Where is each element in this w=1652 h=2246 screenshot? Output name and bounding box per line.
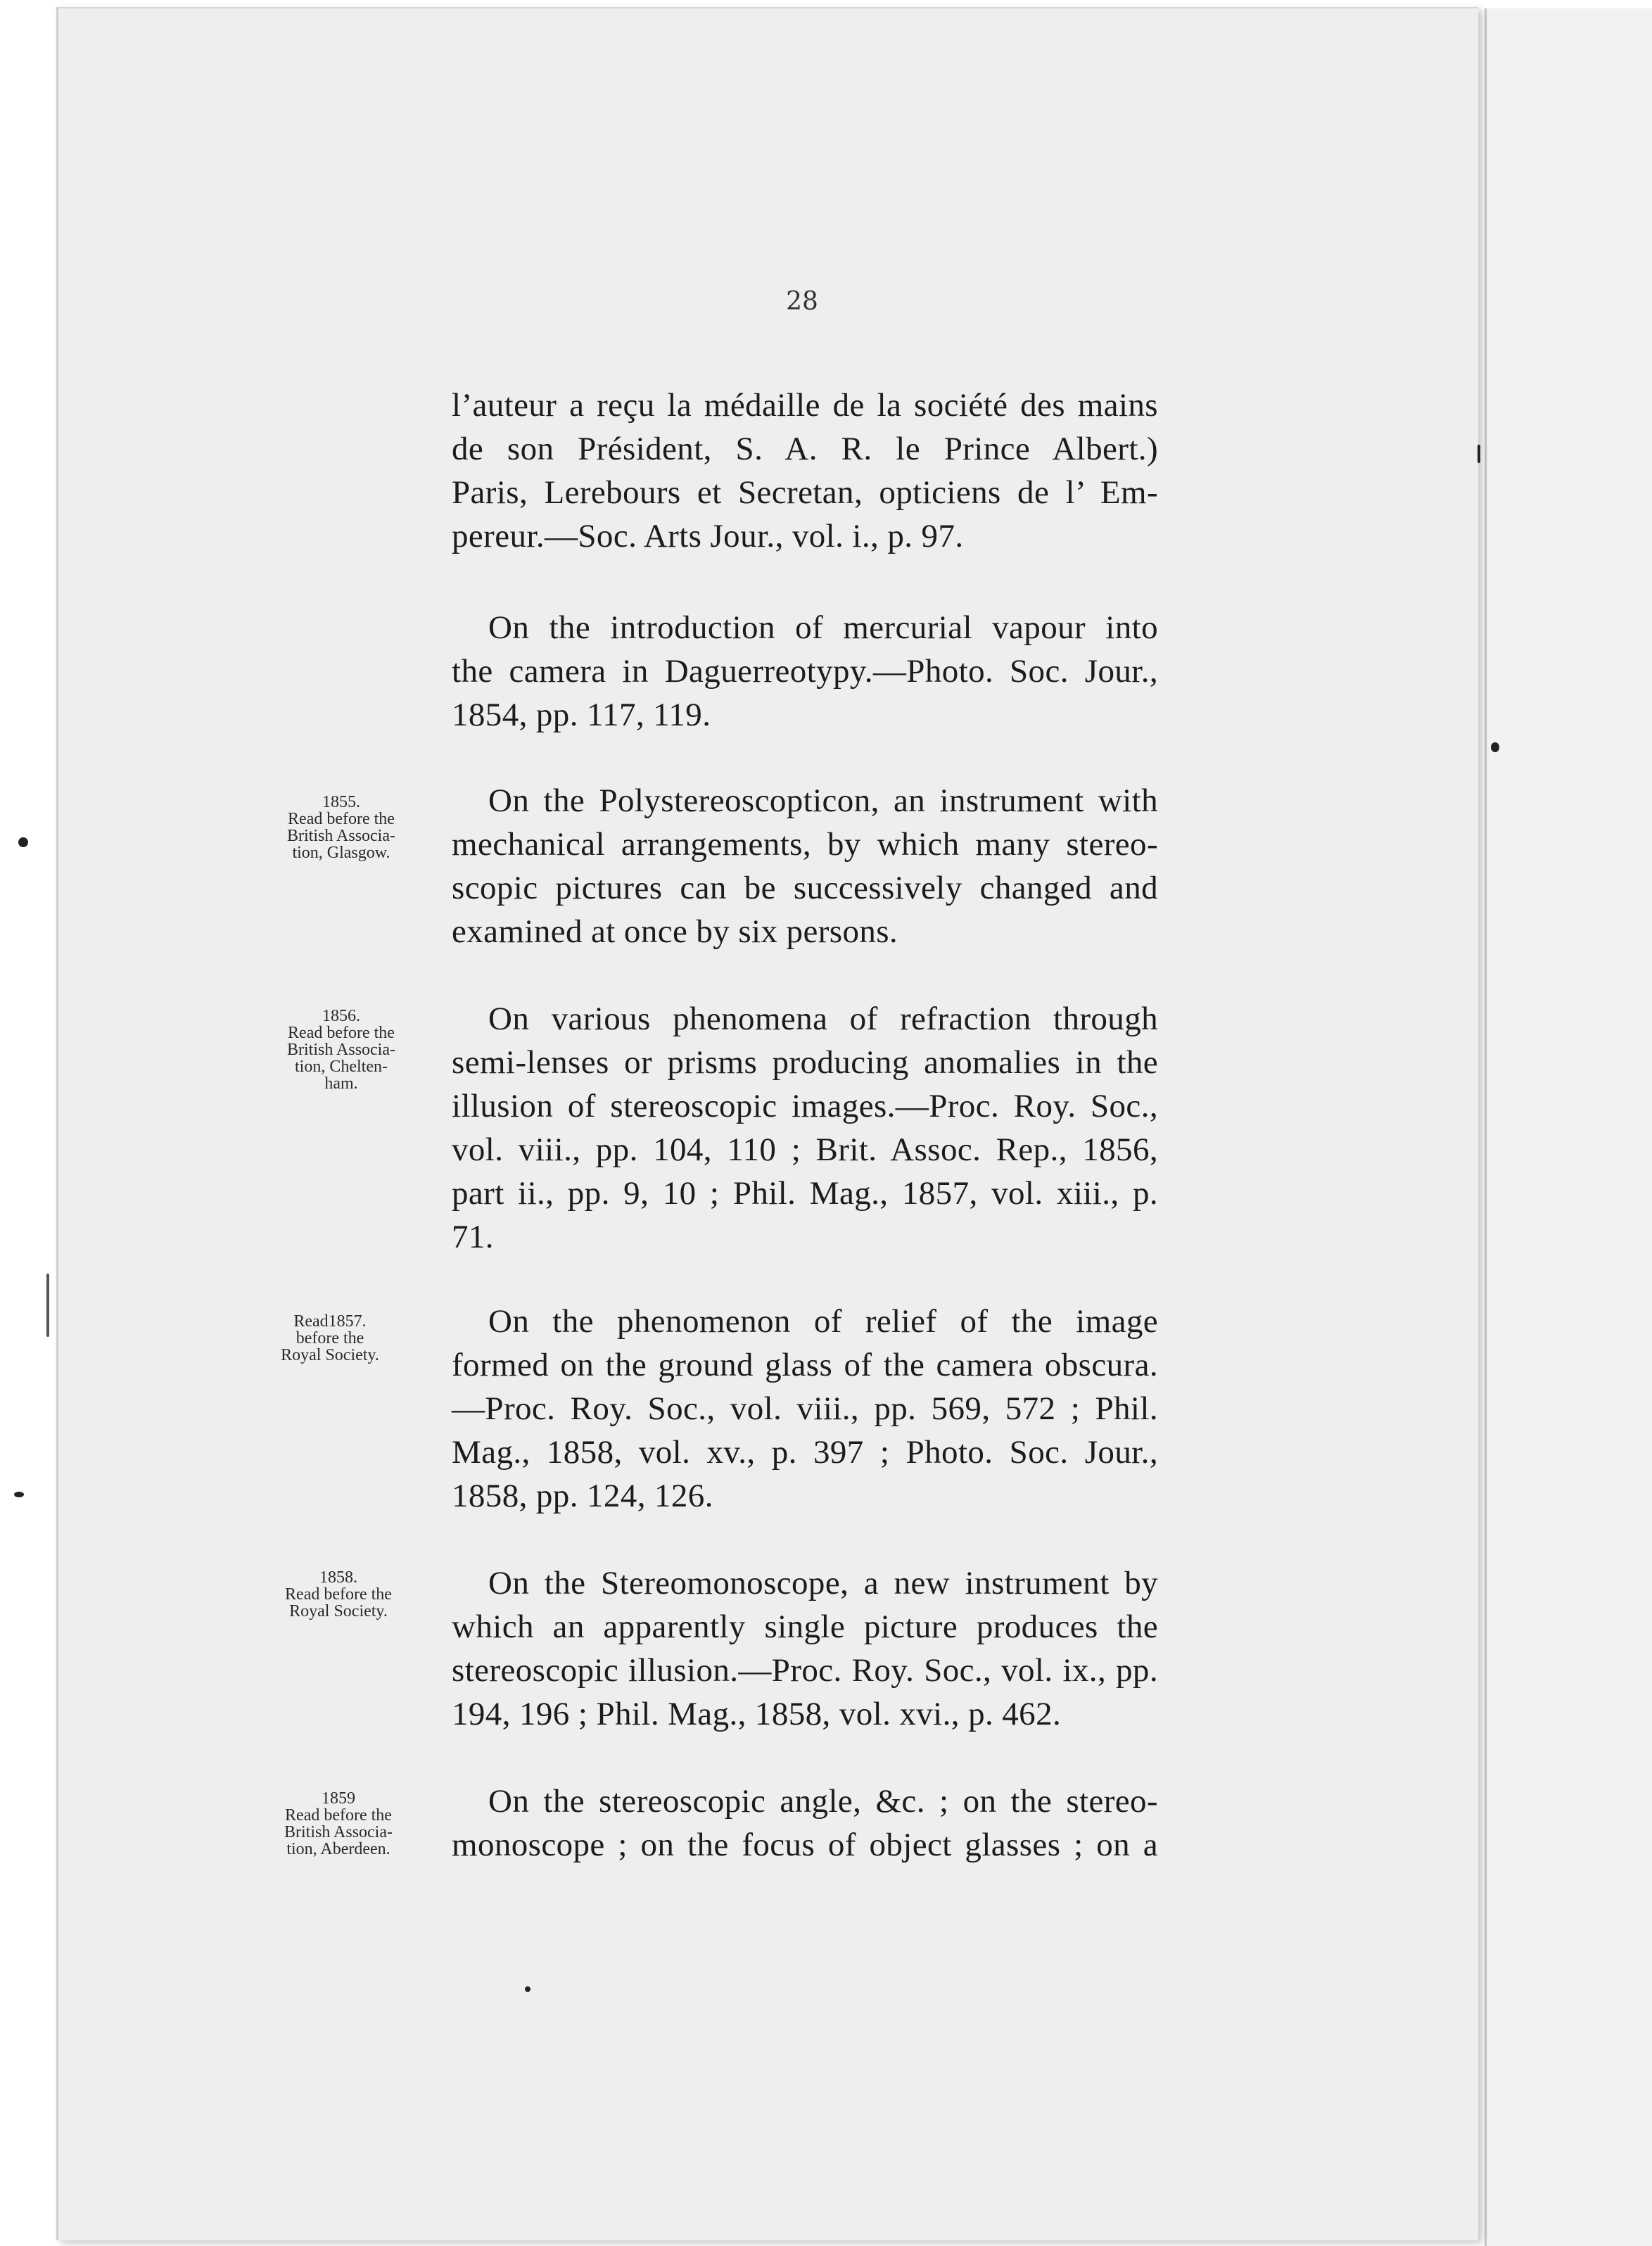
text-line: de son Président, S. A. R. le Prince Albert.) [452,431,1158,467]
margin-note-line: Read1857. [293,1312,367,1331]
scan-speck [1491,742,1499,752]
page-number: 28 [786,287,818,316]
text-line: the camera in Daguerreotypy.—Photo. Soc. Jour., [452,653,1158,690]
text-line: illusion of stereoscopic images.—Proc. Roy. Soc., [452,1088,1158,1124]
text-line: which an apparently single picture produces the [452,1609,1158,1645]
scan-speck [46,1274,49,1337]
margin-note [253,1008,429,1092]
text-line: 1858, pp. 124, 126. [452,1478,713,1514]
text-line: 1854, pp. 117, 119. [452,697,711,733]
text-line: On the Polystereoscopticon, an instrument with [488,782,1158,819]
text-line: scopic pictures can be successively changed and [452,870,1158,906]
margin-note-line: Read before the [285,1585,392,1604]
text-line: formed on the ground glass of the camera obscura. [452,1347,1158,1383]
margin-note-line: ham. [324,1074,358,1093]
margin-note [253,794,429,861]
scan-speck [18,837,28,847]
text-line: On various phenomena of refraction through [488,1001,1158,1037]
margin-note-line: British Associa- [284,1823,393,1841]
margin-note-line: 1855. [322,793,360,811]
margin-note-line: tion, Glasgow. [292,844,390,862]
margin-note-line: British Associa- [287,827,395,845]
margin-note-line: Read before the [285,1806,392,1825]
margin-note [242,1313,418,1364]
scan-speck [14,1492,24,1497]
margin-note-line: Read before the [288,1024,395,1042]
text-line: vol. viii., pp. 104, 110 ; Brit. Assoc. Rep., 1856, [452,1131,1158,1168]
text-line: 194, 196 ; Phil. Mag., 1858, vol. xvi., p. 462. [452,1696,1062,1732]
text-line: On the stereoscopic angle, &c. ; on the stereo- [488,1783,1158,1820]
text-line: pereur.—Soc. Arts Jour., vol. i., p. 97. [452,518,964,554]
margin-note-line: 1858. [319,1568,357,1587]
margin-note [250,1569,426,1620]
margin-note-line: Read before the [288,810,395,828]
text-line: On the introduction of mercurial vapour into [488,609,1158,646]
margin-note-line: 1856. [322,1007,360,1025]
margin-note-line: 1859 [322,1789,355,1808]
margin-note-line: tion, Aberdeen. [286,1840,390,1858]
text-line: part ii., pp. 9, 10 ; Phil. Mag., 1857, vol. xiii., p. [452,1175,1158,1212]
text-line: On the Stereomonoscope, a new instrument by [488,1565,1158,1601]
text-line: examined at once by six persons. [452,913,898,950]
margin-note-line: Royal Society. [289,1602,388,1620]
text-line: semi-lenses or prisms producing anomalies in the [452,1044,1158,1081]
margin-note [250,1790,426,1858]
text-line: 71. [452,1219,494,1255]
text-line: l’auteur a reçu la médaille de la société des mains [452,387,1158,424]
margin-note-line: tion, Chelten- [295,1058,388,1076]
scan-speck [525,1986,530,1992]
text-line: —Proc. Roy. Soc., vol. viii., pp. 569, 572 ; Phil. [452,1390,1158,1427]
text-line: monoscope ; on the focus of object glasses ; on a [452,1827,1158,1863]
text-line: On the phenomenon of relief of the image [488,1303,1158,1340]
margin-note-line: British Associa- [287,1041,395,1059]
text-line: Paris, Lerebours et Secretan, opticiens de l’ Em- [452,474,1158,511]
text-line: Mag., 1858, vol. xv., p. 397 ; Photo. Soc. Jour., [452,1434,1158,1471]
margin-note-line: Royal Society. [281,1346,379,1364]
adjacent-page-edge [1485,8,1652,2246]
text-line: mechanical arrangements, by which many stereo- [452,826,1158,863]
margin-note-line: before the [296,1329,364,1347]
scan-speck [1478,445,1480,463]
text-line: stereoscopic illusion.—Proc. Roy. Soc., vol. ix., pp. [452,1652,1158,1689]
